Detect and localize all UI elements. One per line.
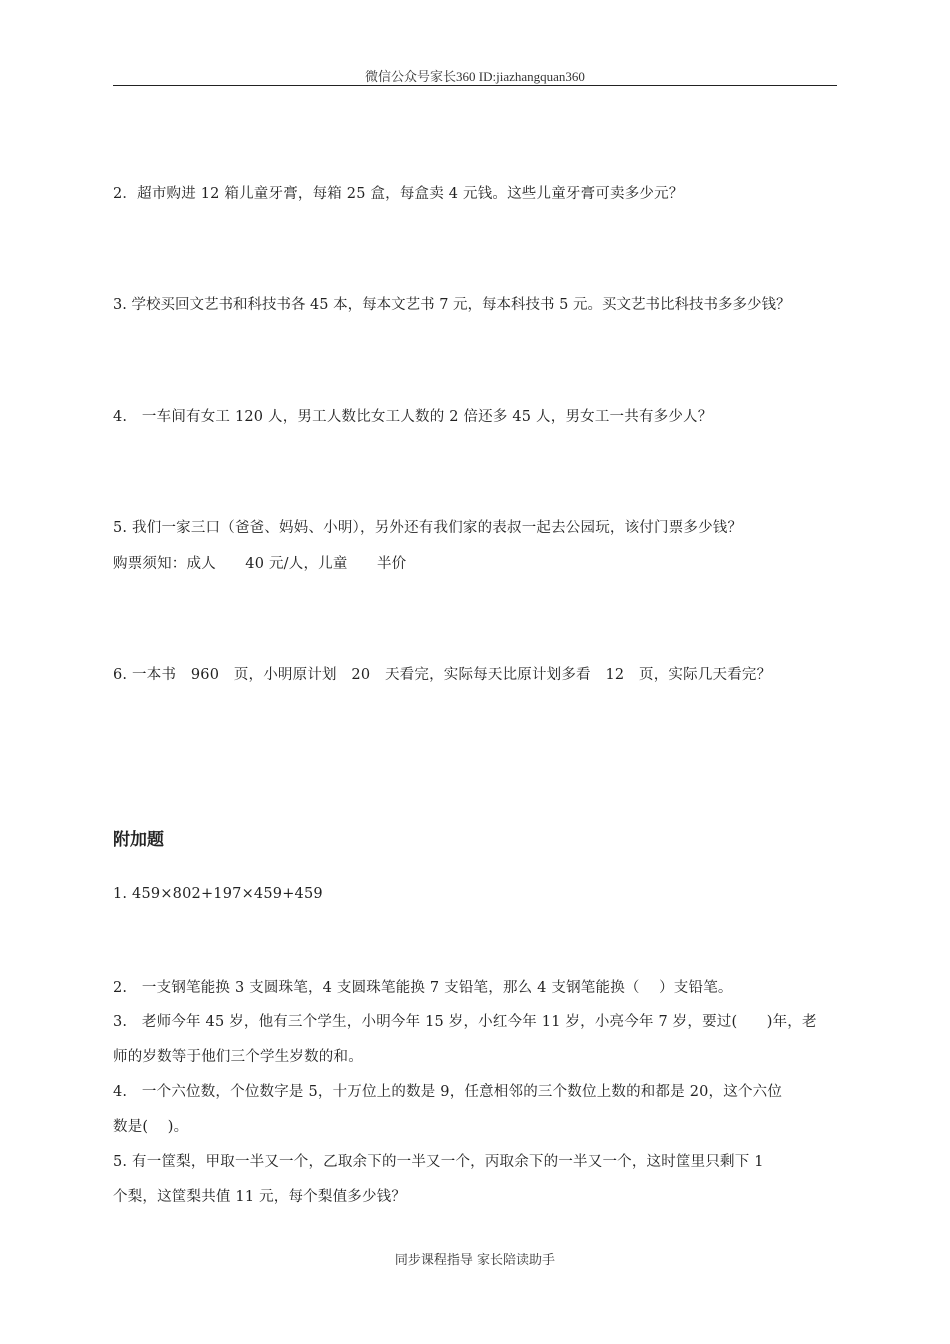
bonus-item-2: 2. 一支钢笔能换 3 支圆珠笔，4 支圆珠笔能换 7 支铅笔，那么 4 支钢笔能换（ ）支铅笔。 — [113, 980, 733, 996]
problem-6: 6. 一本书 960 页，小明原计划 20 天看完，实际每天比原计划多看 12 页，实际几天看完？ — [113, 667, 772, 683]
page-footer: 同步课程指导 家长陪读助手 — [394, 1253, 556, 1268]
bonus-section-title: 附加题 — [113, 830, 164, 850]
bonus-item-3-line-1: 3. 老师今年 45 岁，他有三个学生，小明今年 15 岁，小红今年 11 岁，小亮今年 7 岁，要过( )年，老 — [113, 1014, 817, 1030]
bonus-item-1: 1. 459×802+197×459+459 — [113, 886, 323, 902]
page-header: 微信公众号家长360 ID:jiazhangquan360 — [365, 69, 585, 84]
bonus-item-4-line-2: 数是( )。 — [113, 1119, 189, 1135]
bonus-item-5-line-1: 5. 有一筐梨，甲取一半又一个，乙取余下的一半又一个，丙取余下的一半又一个，这时筐里只剩下 1 — [113, 1154, 764, 1170]
problem-5: 5. 我们一家三口（爸爸、妈妈、小明），另外还有我们家的表叔一起去公园玩，该付门票多少钱？ — [113, 520, 743, 536]
problem-2: 2．超市购进 12 箱儿童牙膏，每箱 25 盒，每盒卖 4 元钱。这些儿童牙膏可卖多少元？ — [113, 186, 684, 202]
problem-4: 4. 一车间有女工 120 人，男工人数比女工人数的 2 倍还多 45 人，男女工一共有多少人？ — [113, 409, 713, 425]
problem-5-ticket-note: 购票须知：成人 40 元/人，儿童 半价 — [113, 556, 407, 572]
bonus-item-5-line-2: 个梨，这筐梨共值 11 元，每个梨值多少钱？ — [113, 1189, 407, 1205]
header-divider — [113, 85, 837, 86]
problem-3: 3. 学校买回文艺书和科技书各 45 本，每本文艺书 7 元，每本科技书 5 元。买文艺书比科技书多多少钱？ — [113, 297, 791, 313]
bonus-item-4-line-1: 4. 一个六位数，个位数字是 5，十万位上的数是 9，任意相邻的三个数位上数的和都是 20，这个六位 — [113, 1084, 783, 1100]
bonus-item-3-line-2: 师的岁数等于他们三个学生岁数的和。 — [113, 1049, 363, 1065]
